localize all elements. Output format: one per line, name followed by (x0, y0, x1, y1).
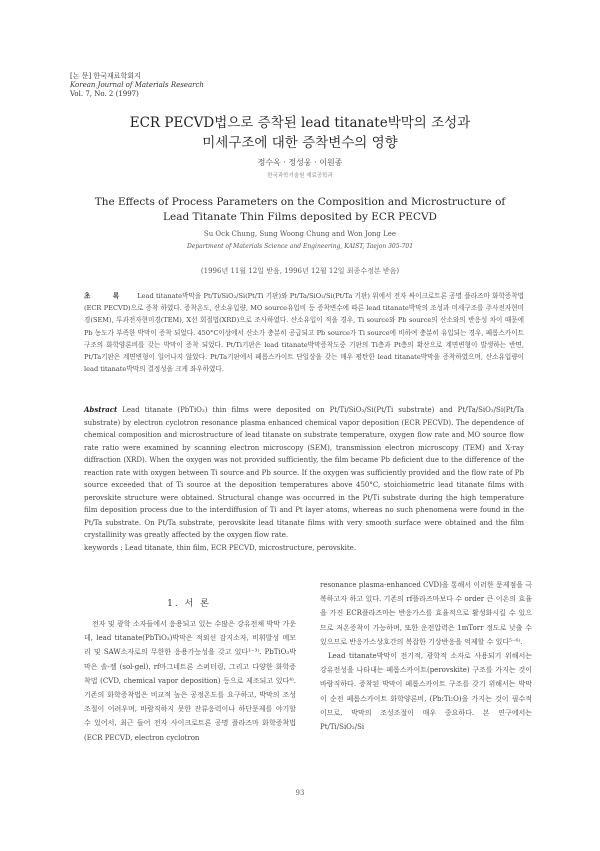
title-english-line-1: The Effects of Process Parameters on the Composition and Microstructure of (94, 196, 506, 208)
body-right-column (320, 578, 532, 734)
title-english-line-2: Lead Titanate Thin Films deposited by ECR PECVD (163, 211, 437, 223)
authors-korean: 정수옥 · 정성웅 · 이원종 (257, 158, 343, 167)
abstract-korean-text: Lead titanate박막을 Pt/Ti/SiO₂/Si(Pt/Ti 기판)와 Pt/Ta/SiO₂/Si(Pt/Ta 기판) 위에서 전자 싸이크로트론 공명 플라즈마 화학증착법(ECR PECVD)으로 증착 하였다. 증착온도, 산소유입량, MO source유입비 등 증착변수에 따른 lead titanate박막의 조성과 미세구조를 주사전자현미경(SEM), 투과전자현미경(TEM), X선 회절법(XRD)으로 조사하였다. 산소유입이 적을 경우, Ti source와 Pb source의 산소와의 반응성 차이 때문에 Pb 농도가 부족한 박막이 증착 되었다. 450°C이상에서 산소가 충분히 공급되고 Pb source가 Ti source에 비하여 충분히 유입되는 경우, 페롭스카이트 구조의 화학양론비를 갖는 박막이 증착 되었다. Pt/Ti기판은 lead titanate박막증착도중 기판의 Ti층과 Pt층의 확산으로 계면변형이 발생하는 반면, Pt/Ta기판은 계면변형이 일어나지 않았다. Pt/Ta기판에서 페롭스카이트 단일상을 갖는 매우 평탄한 lead titanate박막을 증착하였으며, 산소유입량이 lead titanate박막의 결정성을 크게 좌우하였다. (84, 292, 524, 374)
title-korean (60, 113, 540, 153)
title-korean-line-2: 미세구조에 대한 증착변수의 영향 (202, 135, 398, 151)
paragraph: resonance plasma-enhanced CVD)을 통해서 이러한 문제점을 극복하고자 하고 있다. 기존의 rf플라즈마보다 수 order 큰 이온의 효율을 가진 ECR플라즈마는 반응가스를 효율적으로 활성화시킬 수 있으므로 저온증착이 가능하며, 또한 운전압력은 1mTorr 정도로 낮출 수 있으므로 반응가스상호간의 복잡한 기상반응을 억제할 수 있다⁵⁻⁶⁾. (320, 581, 532, 646)
journal-name: Korean Journal of Materials Research (70, 81, 204, 89)
abstract-english-text: Lead titanate (PbTiO₃) thin films were deposited on Pt/Ti/SiO₂/Si(Pt/Ti substrate) and Pt/Ta/SiO₂/Si(Pt/Ta substrate) by electron cyclotron resonance plasma enhanced chemical vapor deposition (ECR PECVD). The dependence of chemical composition and microstructure of lead titanate on substrate temperature, oxygen flow rate and MO source flow rate ratio were examined by scanning electron microscopy (SEM), transmission electron microscopy (TEM) and X-ray diffraction (XRD). When the oxygen was not provided sufficiently, the film became Pb deficient due to the difference of the reaction rate with oxygen between Ti source and Pb source. If the oxygen was sufficiently provided and the flow rate of Pb source exceeded that of Ti source at the deposition temperatures above 450°C, stoichiometric lead titanate films with perovskite structure were obtained. Structural change was occurred in the Pt/Ti substrate during the high temperature film deposition process due to the interdiffusion of Ti and Pt layer atoms, whereas no such phenomena were found in the Pt/Ta substrate. On Pt/Ta substrate, perovskite lead titanate films with very smooth surface were obtained and the film crystallinity was greatly affected by the oxygen flow rate. (84, 406, 524, 539)
abstract-korean-label: 초 록 (84, 292, 130, 300)
abstract-english-label: Abstract (84, 405, 118, 414)
page-number: 93 (295, 789, 305, 797)
body-left-column (84, 617, 296, 745)
title-english (60, 195, 540, 225)
journal-header (70, 72, 204, 99)
title-korean-line-1: ECR PECVD법으로 증착된 lead titanate박막의 조성과 (129, 115, 471, 131)
affiliation-korean: 한국과학기술원 재료공학과 (267, 173, 333, 179)
abstract-english (84, 404, 524, 554)
abstract-korean (84, 290, 524, 375)
article-type-label: [논 문] 한국재료학회지 (70, 72, 141, 80)
department-english: Department of Materials Science and Engineering, KAIST, Taejon 305-701 (186, 243, 414, 250)
paragraph: 전자 및 광학 소자들에서 응용되고 있는 수많은 강유전체 박막 가운데, lead titanate(PbTiO₃)박막은 적외선 감지소자, 비휘발성 메모리 및 SAW소자로의 무한한 응용가능성을 갖고 있다¹⁻³⁾. PbTiO₃박막은 솔-젤 (sol-gel), rf마그네트론 스퍼터링, 그리고 다양한 화학증착법 (CVD, chemical vapor deposition) 등으로 제조되고 있다⁴⁾. 기존의 화학증착법은 비교적 높은 공정온도를 요구하고, 박막의 조성 조절이 어려우며, 바람직하지 못한 잔류응력이나 하단문제를 야기할 수 있어서, 최근 들어 전자 사이크로트론 공명 플라즈마 화학증착법(ECR PECVD, electron cyclotron (84, 620, 296, 742)
authors-english: Su Ock Chung, Sung Woong Chung and Won Jong Lee (203, 230, 397, 238)
journal-volume: Vol. 7, No. 2 (1997) (70, 90, 139, 98)
keywords: keywords : Lead titanate, thin film, ECR PECVD, microstructure, perovskite. (84, 543, 357, 552)
section-heading: 1. 서 론 (167, 599, 211, 609)
received-date: (1996년 11월 12일 받음, 1996년 12월 12일 최종수정본 받음) (200, 267, 400, 275)
paragraph: Lead titanate박막이 전기적, 광학적 소자로 사용되기 위해서는 강유전성을 나타내는 페롭스카이트(perovskite) 구조를 가지는 것이 바람직하다. 증착된 박막이 페롭스카이트 구조를 갖기 위해서는 박막이 순전 페롭스카이트 화학양론비, (Pb:Ti:O)을 가지는 것이 필수적이므로, 박막의 조성조절이 매우 중요하다. 본 연구에서는 Pt/Ti/SiO₂/Si (320, 652, 532, 732)
